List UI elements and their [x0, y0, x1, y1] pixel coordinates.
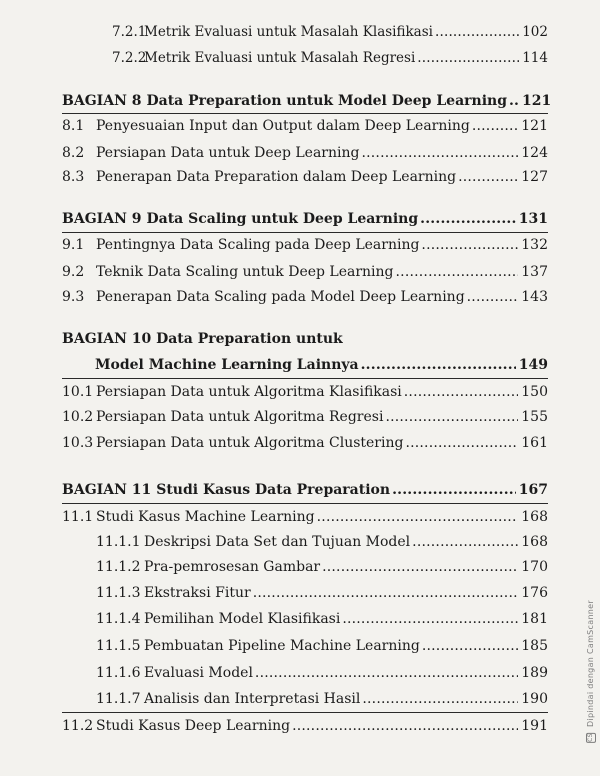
entry-page: 176 [521, 585, 548, 601]
entry-title: Persiapan Data untuk Algoritma Regresi [96, 409, 384, 425]
entry-page: 102 [522, 24, 548, 40]
toc-entry-9-3 [62, 288, 548, 306]
toc-entry-11-2 [62, 717, 548, 735]
entry-number: 11.1.1 [96, 534, 141, 550]
entry-page: 168 [521, 509, 548, 525]
entry-title: Deskripsi Data Set dan Tujuan Model [144, 534, 411, 550]
entry-number: 10.2 [62, 409, 94, 425]
divider [62, 712, 548, 713]
chapter-number: BAGIAN 11 [62, 482, 152, 498]
entry-title: Persiapan Data untuk Deep Learning [96, 145, 360, 161]
leader-dots [472, 117, 518, 135]
entry-page: 121 [521, 118, 548, 134]
entry-title: Pentingnya Data Scaling pada Deep Learning [96, 237, 420, 253]
leader-dots [404, 383, 518, 401]
chapter-page: 121 [521, 93, 552, 109]
toc-entry-11-1-5 [96, 637, 548, 655]
chapter-title: Data Scaling untuk Deep Learning [146, 211, 419, 227]
leader-dots [385, 408, 518, 426]
leader-dots [317, 508, 519, 526]
toc-entry-8-2 [62, 144, 548, 162]
entry-page: 181 [521, 611, 548, 627]
toc-chapter-10-line2 [95, 356, 548, 374]
toc-entry-11-1-6 [96, 664, 548, 682]
entry-page: 155 [521, 409, 548, 425]
leader-dots [255, 664, 518, 682]
chapter-page: 149 [518, 357, 548, 373]
entry-number: 10.3 [62, 435, 94, 451]
toc-chapter-8 [62, 92, 552, 110]
leader-dots [412, 533, 518, 551]
leader-dots [396, 263, 519, 281]
entry-number: 10.1 [62, 384, 94, 400]
toc-entry-10-1 [62, 383, 548, 401]
toc-chapter-10-line1 [62, 330, 343, 348]
entry-page: 114 [522, 50, 548, 66]
toc-entry-11-1-1 [96, 533, 548, 551]
leader-dots [342, 610, 518, 628]
chapter-number: BAGIAN 8 [62, 93, 142, 109]
entry-page: 127 [521, 169, 548, 185]
entry-title: Teknik Data Scaling untuk Deep Learning [96, 264, 394, 280]
entry-number: 11.1.5 [96, 638, 141, 654]
chapter-title: Model Machine Learning Lainnya [95, 357, 359, 373]
entry-page: 124 [521, 145, 548, 161]
entry-number: 7.2.2 [112, 50, 147, 66]
entry-number: 11.1.6 [96, 665, 141, 681]
entry-page: 143 [521, 289, 548, 305]
toc-entry-7-2-1 [112, 23, 548, 41]
entry-number: 8.1 [62, 118, 85, 134]
entry-number: 11.1.2 [96, 559, 141, 575]
entry-page: 189 [521, 665, 548, 681]
leader-dots [322, 558, 518, 576]
chapter-title: Data Preparation untuk [156, 331, 343, 347]
entry-number: 11.1.3 [96, 585, 141, 601]
entry-page: 190 [521, 691, 548, 707]
entry-page: 168 [521, 534, 548, 550]
chapter-title: Data Preparation untuk Model Deep Learning [146, 93, 507, 109]
entry-number: 9.1 [62, 237, 85, 253]
camscanner-icon: CS [587, 733, 594, 742]
toc-entry-9-2 [62, 263, 548, 281]
toc-entry-8-3 [62, 168, 548, 186]
leader-dots [458, 168, 518, 186]
leader-dots [422, 637, 518, 655]
entry-page: 150 [521, 384, 548, 400]
divider [62, 378, 548, 379]
entry-title: Evaluasi Model [144, 665, 253, 681]
divider [62, 503, 548, 504]
toc-entry-9-1 [62, 236, 548, 254]
chapter-page: 167 [518, 482, 548, 498]
toc-entry-11-1-2 [96, 558, 548, 576]
entry-page: 161 [521, 435, 548, 451]
toc-entry-11-1-3 [96, 584, 548, 602]
chapter-number: BAGIAN 10 [62, 331, 152, 347]
leader-dots [292, 717, 518, 735]
leader-dots [467, 288, 519, 306]
entry-number: 8.2 [62, 145, 85, 161]
toc-entry-10-3 [62, 434, 548, 452]
toc-entry-11-1-7 [96, 690, 548, 708]
entry-page: 132 [521, 237, 548, 253]
toc-chapter-11 [62, 481, 548, 499]
leader-dots [253, 584, 519, 602]
entry-page: 191 [521, 718, 548, 734]
entry-number: 8.3 [62, 169, 85, 185]
entry-title: Persiapan Data untuk Algoritma Klasifikasi [96, 384, 402, 400]
toc-entry-8-1 [62, 117, 548, 135]
toc-entry-10-2 [62, 408, 548, 426]
entry-page: 185 [521, 638, 548, 654]
entry-title: Penerapan Data Preparation dalam Deep Learning [96, 169, 457, 185]
toc-entry-7-2-2 [112, 49, 548, 67]
entry-page: 170 [521, 559, 548, 575]
leader-dots [509, 92, 519, 110]
entry-number: 9.3 [62, 289, 85, 305]
entry-number: 9.2 [62, 264, 85, 280]
divider [62, 232, 548, 233]
leader-dots [361, 144, 518, 162]
entry-title: Persiapan Data untuk Algoritma Clustering [96, 435, 404, 451]
entry-title: Analisis dan Interpretasi Hasil [144, 691, 361, 707]
entry-number: 11.2 [62, 718, 94, 734]
entry-title: Pembuatan Pipeline Machine Learning [144, 638, 420, 654]
entry-title: Ekstraksi Fitur [144, 585, 251, 601]
leader-dots [435, 23, 519, 41]
leader-dots [417, 49, 519, 67]
leader-dots [420, 210, 516, 228]
leader-dots [405, 434, 518, 452]
entry-title: Studi Kasus Machine Learning [96, 509, 315, 525]
entry-title: Studi Kasus Deep Learning [96, 718, 291, 734]
entry-number: 7.2.1 [112, 24, 147, 40]
entry-number: 11.1.7 [96, 691, 141, 707]
entry-title: Metrik Evaluasi untuk Masalah Regresi [144, 50, 416, 66]
entry-page: 137 [521, 264, 548, 280]
entry-title: Pemilihan Model Klasifikasi [144, 611, 341, 627]
camscanner-watermark [586, 600, 596, 743]
watermark-text: Dipindai dengan CamScanner [586, 600, 595, 727]
leader-dots [361, 356, 516, 374]
entry-title: Pra-pemrosesan Gambar [144, 559, 321, 575]
leader-dots [421, 236, 518, 254]
toc-entry-11-1 [62, 508, 548, 526]
entry-title: Metrik Evaluasi untuk Masalah Klasifikasi [144, 24, 433, 40]
entry-title: Penyesuaian Input dan Output dalam Deep Learning [96, 118, 470, 134]
chapter-number: BAGIAN 9 [62, 211, 142, 227]
entry-number: 11.1.4 [96, 611, 141, 627]
toc-chapter-9 [62, 210, 548, 228]
entry-title: Penerapan Data Scaling pada Model Deep Learning [96, 289, 465, 305]
entry-number: 11.1 [62, 509, 94, 525]
toc-entry-11-1-4 [96, 610, 548, 628]
chapter-title: Studi Kasus Data Preparation [156, 482, 391, 498]
divider [62, 113, 548, 114]
leader-dots [392, 481, 516, 499]
leader-dots [362, 690, 518, 708]
chapter-page: 131 [518, 211, 548, 227]
